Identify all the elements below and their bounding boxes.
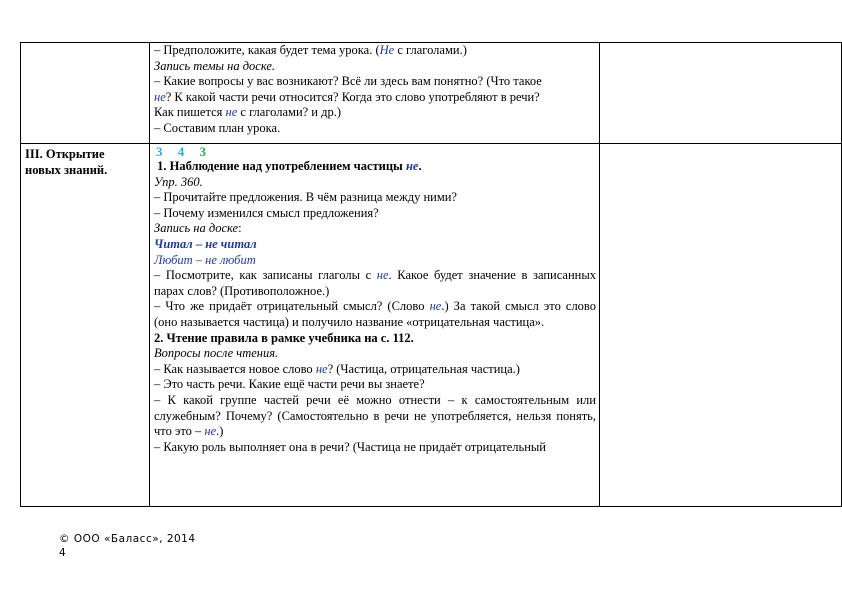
stage-title-line: новых знаний. — [25, 163, 108, 177]
text-paragraph — [154, 268, 596, 299]
stage-title — [25, 144, 146, 178]
text-span: – Посмотрите, как записаны глаголы с — [154, 268, 377, 283]
number-badge: 3 — [156, 144, 169, 159]
particle-ne: не — [405, 159, 419, 173]
text-span: Как пишется — [154, 105, 226, 120]
particle-ne: не — [315, 361, 328, 376]
text-span: – Предположите, какая будет тема урока. ( — [154, 43, 380, 57]
text-line: – Это часть речи. Какие ещё части речи вы знаете? — [154, 377, 425, 392]
section-heading: 2. Чтение правила в рамке учебника на с. 112. — [154, 330, 414, 345]
text-span: Запись на доске — [154, 221, 239, 236]
copyright-footer: © ООО «Баласс», 2014 — [59, 533, 196, 545]
text-span: . — [418, 159, 422, 173]
stage-cell — [21, 43, 150, 144]
table-row — [21, 144, 842, 507]
text-span: с глаголами? и др.) — [237, 105, 342, 120]
number-badge: 4 — [177, 144, 191, 159]
exercise-ref: Упр. 360. — [154, 174, 203, 189]
subheading: Вопросы после чтения. — [154, 346, 279, 361]
table-row — [21, 43, 842, 144]
text-paragraph — [154, 299, 596, 330]
notes-cell — [600, 144, 842, 507]
text-span: .) — [216, 424, 224, 439]
text-span: . Какое будет значение в записанных парах слов? (Противоположное.) — [154, 268, 596, 298]
particle-ne: не — [154, 89, 166, 104]
text-span: – Как называется новое слово — [154, 361, 316, 376]
number-badge: 3 — [199, 144, 212, 159]
page-number: 4 — [59, 547, 66, 559]
particle-ne: Не — [379, 43, 395, 57]
particle-ne: не — [429, 299, 442, 314]
board-word-pair: Читал – не читал — [154, 236, 257, 251]
particle-ne: не — [376, 268, 389, 283]
particle-ne: не — [225, 105, 238, 120]
text-span: – К какой группе частей речи её можно отнести – к самостоятельным или служебным? Почему? (Самостоятельно в речи не употребляется, нельзя понять, что это – — [154, 392, 596, 439]
text-line: – Составим план урока. — [154, 120, 281, 135]
text-line: – Какую роль выполняет она в речи? (Частица не придаёт отрицательный — [154, 439, 546, 454]
text-line — [154, 90, 596, 106]
text-span: : — [238, 221, 242, 236]
notes-cell — [600, 43, 842, 144]
section-heading — [154, 159, 596, 175]
text-paragraph — [154, 393, 596, 440]
text-line — [154, 43, 596, 59]
content-cell — [150, 144, 600, 507]
text-span: ? К какой части речи относится? Когда это слово употребляют в речи? — [165, 89, 540, 104]
text-line: – Почему изменился смысл предложения? — [154, 205, 379, 220]
lesson-table — [20, 42, 842, 507]
text-line — [154, 362, 596, 378]
board-note — [154, 221, 596, 237]
text-span: с глаголами.) — [394, 43, 467, 57]
text-line — [154, 105, 596, 121]
text-span: .) За такой смысл это слово (оно называется частица) и получило название «отрицательная частица». — [154, 299, 596, 329]
text-span: – Что же придаёт отрицательный смысл? (Слово — [154, 299, 430, 314]
text-span: 1. Наблюдение над употреблением частицы — [157, 159, 406, 173]
particle-ne: не — [204, 424, 217, 439]
stage-title-line: III. Открытие — [25, 147, 105, 161]
content-cell — [150, 43, 600, 144]
board-word-pair: Любит – не любит — [154, 252, 256, 267]
text-line: – Какие вопросы у вас возникают? Всё ли здесь вам понятно? (Что такое — [154, 74, 542, 89]
text-line: – Прочитайте предложения. В чём разница между ними? — [154, 190, 457, 205]
activity-numbers — [154, 144, 596, 159]
board-note: Запись темы на доске. — [154, 58, 276, 73]
text-span: ? (Частица, отрицательная частица.) — [327, 361, 520, 376]
stage-cell — [21, 144, 150, 507]
